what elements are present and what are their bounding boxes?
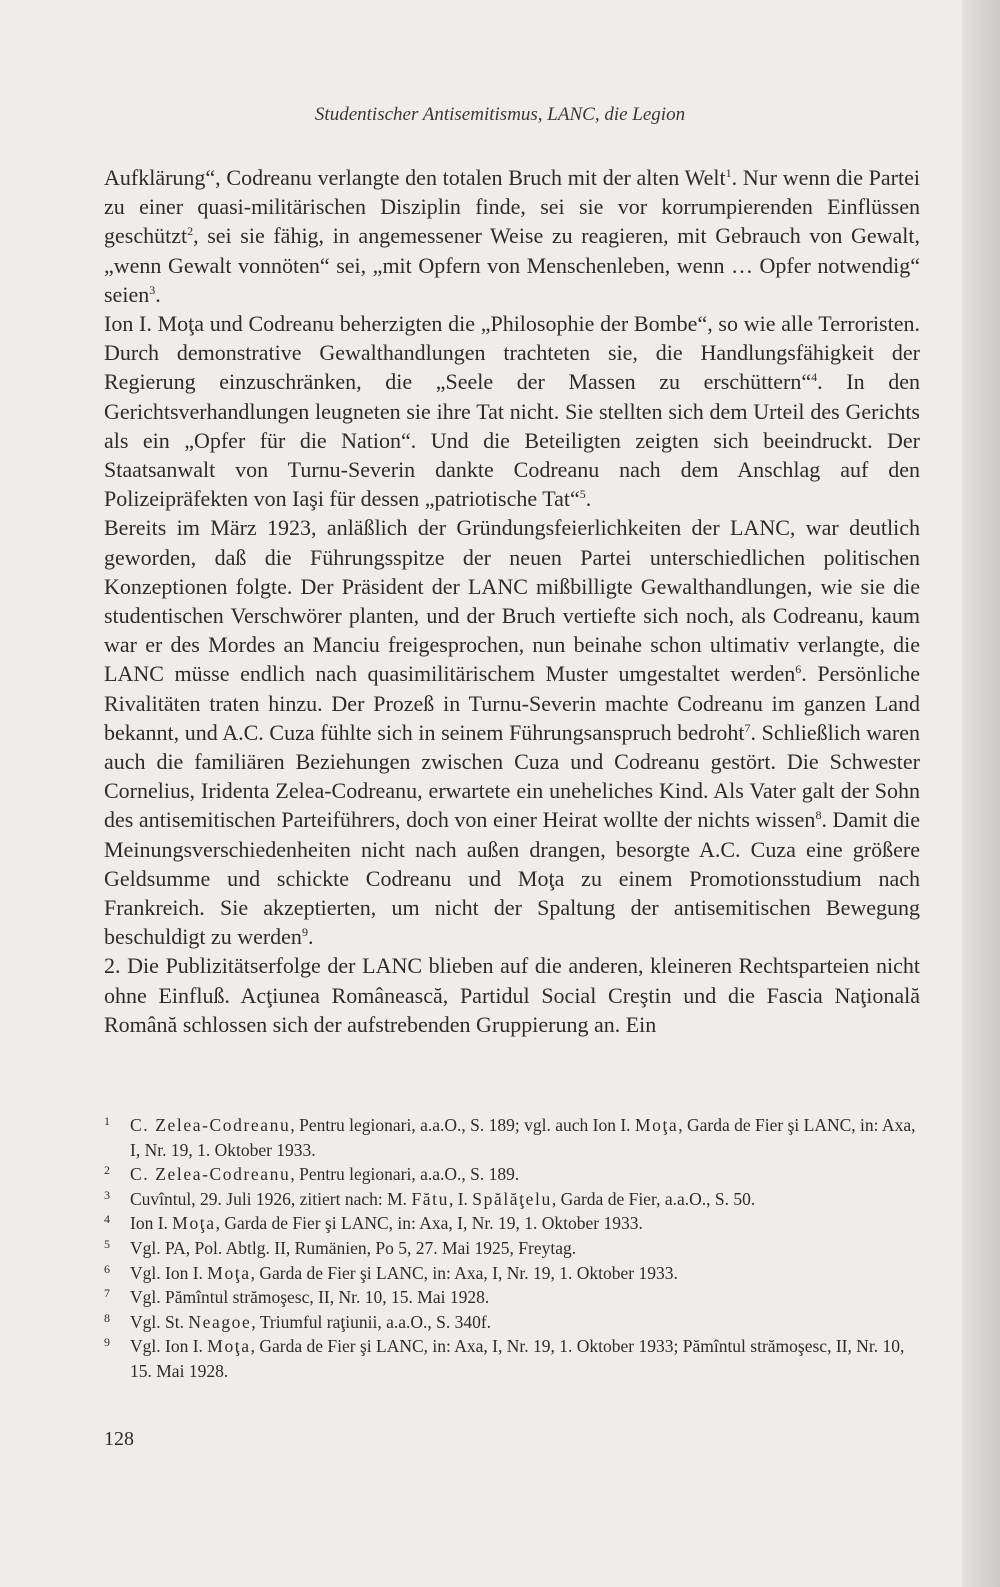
footnote-number: 4 bbox=[104, 1212, 110, 1227]
footnote bbox=[104, 1236, 924, 1261]
text-run: . Nur wenn die Partei zu einer quasi-militärischen Disziplin finde, sei sie vor korrumpierenden Einflüssen geschützt bbox=[104, 165, 920, 249]
footnote-text: , Garda de Fier şi LANC, in: Axa, I, Nr. 19, 1. Oktober 1933; Pămîntul strămoşesc, II, Nr. 10, 15. Mai 1928. bbox=[130, 1336, 905, 1381]
footnote-ref: 7 bbox=[744, 720, 751, 735]
footnote-ref: 4 bbox=[811, 370, 818, 385]
footnote-text: , Garda de Fier şi LANC, in: Axa, I, Nr. 19, 1. Oktober 1933. bbox=[250, 1262, 678, 1283]
running-head: Studentischer Antisemitismus, LANC, die Legion bbox=[314, 104, 686, 125]
footnote-ref: 9 bbox=[301, 925, 308, 940]
text-run: . bbox=[585, 486, 592, 512]
text-run: 2. Die Publizitätserfolge der LANC blieben auf die anderen, kleineren Rechtsparteien nicht ohne Einfluß. Acţiunea Românească, Partidul Social Creştin und die Fascia Naţională Română schlossen sich der aufstrebenden Gruppierung an. Ein bbox=[104, 953, 920, 1037]
text-run: Bereits im März 1923, anläßlich der Gründungsfeierlichkeiten der LANC, war deutlich geworden, daß die Führungsspitze der neuen Partei unterschiedlichen politischen Konzeptionen folgte. Der Präsident der LANC mißbilligte Gewalthandlungen, wie sie die studentischen Verschwörer planten, und der Bruch vertiefte sich noch, als Codreanu, kaum war er des Mordes an Manciu freigesprochen, nun beinahe schon ultimativ verlangte, die LANC müsse endlich nach quasimilitärischem Muster umgestaltet werden bbox=[104, 515, 920, 687]
footnote-text: Ion I. bbox=[130, 1213, 173, 1234]
paragraph bbox=[104, 309, 920, 513]
footnotes bbox=[104, 1113, 924, 1384]
footnote-number: 1 bbox=[104, 1114, 110, 1128]
text-run: Ion I. Moţa und Codreanu beherzigten die „Philosophie der Bombe“, so wie alle Terroristen. Durch demonstrative Gewalthandlungen trachteten sie, die Handlungsfähigkeit der Regierung einzuschränken, die „Seele der Massen zu erschüttern“ bbox=[104, 311, 920, 395]
text-run: . Persönliche Rivalitäten traten hinzu. Der Prozeß in Turnu-Severin machte Codreanu im ganzen Land bekannt, und A.C. Cuza fühlte sich in seinem Führungsanspruch bedroht bbox=[104, 661, 920, 745]
page-number: 128 bbox=[104, 1428, 134, 1450]
footnote bbox=[104, 1113, 924, 1162]
author-name: C. Zelea-Codreanu bbox=[130, 1115, 291, 1135]
footnote-ref: 8 bbox=[815, 808, 822, 823]
footnote bbox=[104, 1187, 924, 1212]
author-name: C. Zelea-Codreanu bbox=[130, 1164, 291, 1185]
footnote bbox=[104, 1162, 924, 1187]
page-edge-shadow bbox=[962, 0, 1000, 1587]
footnote-text: , Pentru legionari, a.a.O., S. 189. bbox=[290, 1164, 520, 1185]
footnote bbox=[104, 1285, 924, 1310]
author-name: Moţa bbox=[634, 1115, 679, 1135]
footnote-ref: 2 bbox=[187, 224, 194, 239]
author-name: Moţa bbox=[172, 1213, 216, 1234]
text-run: . bbox=[307, 924, 314, 950]
paragraph bbox=[104, 163, 920, 309]
footnote-text: Vgl. Ion I. bbox=[130, 1336, 208, 1357]
author-name: Fătu bbox=[411, 1188, 449, 1209]
footnote bbox=[104, 1261, 924, 1286]
text-run: . bbox=[155, 281, 161, 307]
footnote bbox=[104, 1334, 924, 1383]
text-run: . In den Gerichtsverhandlungen leugneten sie ihre Tat nicht. Sie stellten sich dem Urteil des Gerichts als ein „Opfer für die Nation“. Und die Beteiligten zeigten sich beeindruckt. Der Staatsanwalt von Turnu-Severin dankte Codreanu nach dem Anschlag auf den Polizeipräfekten von Iaşi für dessen „patriotische Tat“ bbox=[104, 369, 920, 512]
text-run: . Schließlich waren auch die familiären Beziehungen zwischen Cuza und Codreanu gestört. Die Schwester Cornelius, Iridenta Zelea-Codreanu, erwartete ein uneheliches Kind. Als Vater galt der Sohn des antisemitischen Parteiführers, doch von einer Heirat wollte der nichts wissen bbox=[104, 719, 920, 833]
footnote-text: , Garda de Fier şi LANC, in: Axa, I, Nr. 19, 1. Oktober 1933. bbox=[215, 1213, 643, 1234]
footnote-number: 7 bbox=[104, 1286, 110, 1301]
footnote-text: , Triumful raţiunii, a.a.O., S. 340f. bbox=[251, 1311, 492, 1332]
footnote-number: 5 bbox=[104, 1236, 110, 1251]
footnote-ref: 1 bbox=[725, 166, 732, 180]
footnote-ref: 5 bbox=[579, 487, 586, 502]
footnote bbox=[104, 1310, 924, 1335]
paragraph bbox=[104, 513, 920, 951]
author-name: Moţa bbox=[207, 1336, 251, 1357]
body-text bbox=[104, 163, 920, 1039]
footnote-text: Vgl. PA, Pol. Abtlg. II, Rumänien, Po 5, 27. Mai 1925, Freytag. bbox=[130, 1237, 577, 1258]
footnote-text: Cuvîntul, 29. Juli 1926, zitiert nach: M. bbox=[130, 1188, 412, 1209]
footnote-text: Vgl. Pămîntul strămoşesc, II, Nr. 10, 15. Mai 1928. bbox=[130, 1287, 490, 1308]
footnote-text: , I. bbox=[448, 1188, 473, 1209]
footnote-text: , Pentru legionari, a.a.O., S. 189; vgl. auch Ion I. bbox=[290, 1115, 635, 1135]
footnote-text: Vgl. Ion I. bbox=[130, 1262, 208, 1283]
author-name: Moţa bbox=[207, 1262, 251, 1283]
footnote-number: 2 bbox=[104, 1163, 110, 1178]
paragraph bbox=[104, 951, 920, 1039]
footnote-text: , Garda de Fier, a.a.O., S. 50. bbox=[551, 1188, 756, 1209]
text-run: , sei sie fähig, in angemessener Weise zu reagieren, mit Gebrauch von Gewalt, „wenn Gewalt vonnöten“ sei, „mit Opfern von Menschenleben, wenn … Opfer notwendig“ seien bbox=[104, 223, 920, 307]
footnote-ref: 3 bbox=[149, 282, 156, 297]
text-run: Aufklärung“, Codreanu verlangte den totalen Bruch mit der alten Welt bbox=[104, 165, 726, 190]
footnote-number: 3 bbox=[104, 1187, 110, 1202]
footnote-text: , Garda de Fier şi LANC, in: Axa, I, Nr. 19, 1. Oktober 1933. bbox=[130, 1115, 916, 1160]
footnote-number: 8 bbox=[104, 1310, 110, 1325]
footnote bbox=[104, 1211, 924, 1236]
author-name: Spălăţelu bbox=[472, 1188, 552, 1209]
author-name: Neagoe bbox=[188, 1311, 252, 1332]
footnote-text: Vgl. St. bbox=[130, 1311, 189, 1332]
footnote-number: 6 bbox=[104, 1261, 110, 1276]
text-run: . Damit die Meinungsverschiedenheiten nicht nach außen drangen, besorgte A.C. Cuza eine größere Geldsumme und schickte Codreanu und Moţa zu einem Promotionsstudium nach Frankreich. Sie akzeptierten, um nicht der Spaltung der antisemitischen Bewegung beschuldigt zu werden bbox=[104, 807, 920, 950]
footnote-ref: 6 bbox=[795, 662, 802, 677]
footnote-number: 9 bbox=[104, 1335, 110, 1350]
